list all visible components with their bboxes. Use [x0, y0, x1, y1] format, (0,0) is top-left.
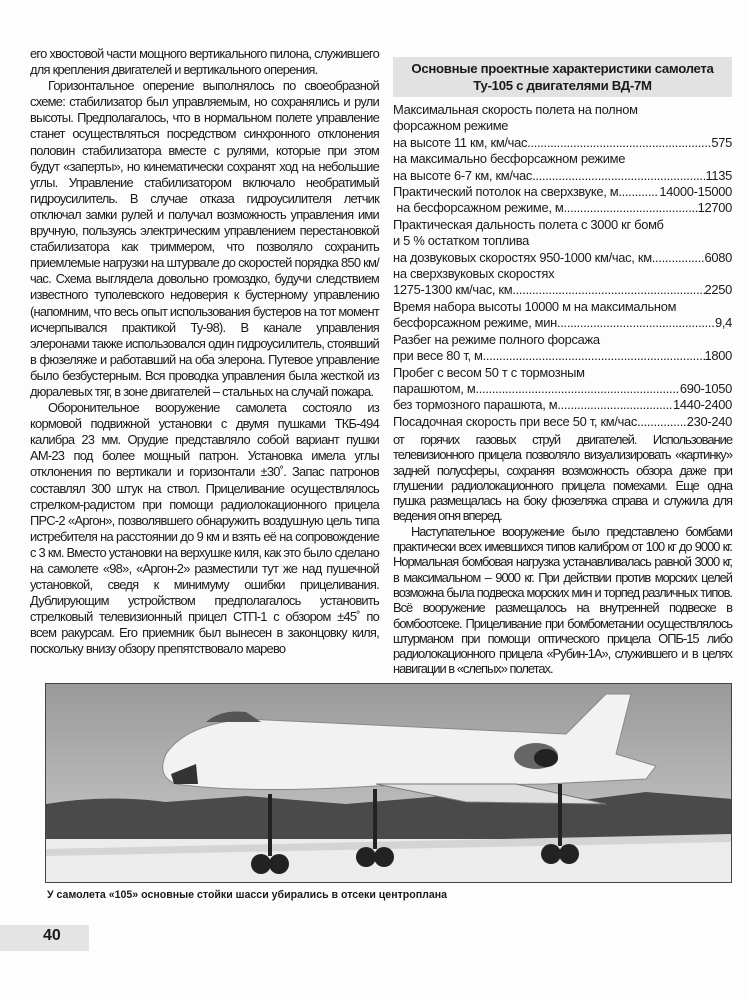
spec-label: Пробег с весом 50 т с тормозным — [393, 364, 585, 380]
spec-value: 1135 — [705, 167, 732, 183]
spec-label: на бесфорсажном режиме, м — [393, 200, 564, 216]
spec-row — [393, 200, 732, 216]
spec-label: на дозвуковых скоростях 950-1000 км/час, км — [393, 249, 652, 265]
spec-row — [393, 184, 732, 200]
spec-row — [393, 233, 732, 249]
spec-row — [393, 118, 732, 134]
spec-label: при весе 80 т, м — [393, 348, 483, 364]
spec-label: Посадочная скорость при весе 50 т, км/час — [393, 413, 638, 429]
spec-rows — [393, 102, 732, 430]
right-text-column — [393, 432, 732, 677]
spec-label: без тормозного парашюта, м — [393, 397, 558, 413]
spec-value: 12700 — [697, 200, 732, 216]
paragraph: Оборонительное вооружение самолета состояло из кормовой подвижной установки с двумя пушками ТКБ-494 калибра 23 мм. Орудие представляло собой вариант пушки АМ-23 под более мощный патрон. Установка имела углы отклонения по вертикали и горизонтали ±30˚. Запас патронов составлял 300 штук на ствол. Прицеливание осуществлялось стрелком-радистом при помощи радиолокационного прицела ПРС-2 «Аргон», позволявшего обнаружить воздушную цель типа истребителя на расстоянии до 9 км и взять её на сопровождение с 3 км. Вместо установки на верхушке киля, как это было сделано на самолете «98», «Аргон-2» разместили тут же над пушечной установкой, сведя к минимуму ошибки прицеливания. Дублирующим устройством предполагалось установить стрелковый телевизионный прицел СТП-1 с обзором ±45˚ по всем ракурсам. Его приемник был вынесен в законцовку киля, поскольку внизу обзору препятствовало марево — [30, 400, 379, 657]
dot-leader — [527, 135, 711, 151]
spec-row — [393, 315, 732, 331]
spec-row — [393, 381, 732, 397]
spec-label: Максимальная скорость полета на полном — [393, 102, 638, 117]
spec-row — [393, 282, 732, 298]
spec-label: Время набора высоты 10000 м на максимальном — [393, 298, 677, 314]
spec-value: 575 — [711, 134, 732, 150]
photo-caption: У самолета «105» основные стойки шасси убирались в отсеки центроплана — [47, 889, 448, 901]
dot-leader — [483, 348, 705, 364]
dot-leader — [475, 381, 679, 397]
spec-row — [393, 151, 732, 167]
spec-row — [393, 365, 732, 381]
spec-label: форсажном режиме — [393, 118, 509, 134]
spec-row — [393, 266, 732, 282]
left-text-column — [30, 46, 379, 658]
spec-label: на сверхзвуковых скоростях — [393, 266, 555, 282]
spec-title-line: Основные проектные характеристики самолета — [411, 61, 714, 76]
spec-row — [393, 168, 732, 184]
dot-leader — [512, 282, 704, 298]
spec-box — [393, 57, 732, 430]
spec-label: парашютом, м — [393, 380, 476, 396]
tu-105-aircraft-image — [46, 684, 732, 883]
dot-leader — [557, 397, 673, 413]
spec-value: 2250 — [704, 282, 732, 298]
spec-row — [393, 332, 732, 348]
spec-value: 6080 — [704, 249, 732, 265]
dot-leader — [532, 168, 705, 184]
spec-label: на максимально бесфорсажном режиме — [393, 151, 626, 167]
spec-value: 1440-2400 — [673, 397, 732, 413]
spec-label: Практический потолок на сверхзвуке, м — [393, 184, 619, 200]
dot-leader — [637, 414, 687, 430]
paragraph: Наступательное вооружение было представлено бомбами практически всех имевшихся типов калибром от 100 кг до 9000 кг. Нормальная бомбовая нагрузка устанавливалась равной 3000 кг, в максимальном – 9000 кг. При действии против морских целей возможна была подвеска морских мин и торпед различных типов. Всё вооружение размещалось на внутренней подвеске в бомбоотсеке. Прицеливание при бомбометании осуществлялось штурманом при помощи оптического прицела ОПБ-15 либо радиолокационного прицела «Рубин-1А», служившего и в целях навигации в «слепых» полетах. — [393, 523, 732, 677]
spec-label: на высоте 6-7 км, км/час — [393, 167, 533, 183]
spec-label: на высоте 11 км, км/час — [393, 134, 528, 150]
spec-row — [393, 217, 732, 233]
spec-label: Разбег на режиме полного форсажа — [393, 331, 600, 347]
spec-title-line: Ту-105 с двигателями ВД-7М — [473, 78, 652, 93]
paragraph: его хвостовой части мощного вертикального пилона, служившего для крепления двигателей и вертикального оперения. — [30, 46, 379, 78]
dot-leader — [618, 184, 659, 200]
spec-box-title — [393, 57, 732, 97]
spec-label: Практическая дальность полета с 3000 кг бомб — [393, 216, 664, 232]
aircraft-photo — [45, 683, 732, 883]
paragraph: Горизонтальное оперение выполнялось по своеобразной схеме: стабилизатор был управляемым, но сохранялись и рули высоты. Предполагалось, что в нормальном полете управление станет осуществляться посредством синхронного отклонения половин стабилизатора вместе с рулями, которые при этом будут «заперты», но кинематически сохранят ход на небольшие углы. Управление стабилизатором включало необратимый гидроусилитель. В случае отказа гидроусилителя летчик отключал замки рулей и получал возможность управления ими вручную, пользуясь электрическим управлением перестановкой стабилизатора как триммером, что позволяло сохранить приемлемые нагрузки на штурвале до скоростей порядка 850 км/час. Схема выглядела довольно громоздко, будучи следствием известного туполевского недоверия к бустерному управлению (напомним, что весь опыт использования бустеров на тот момент исчерпывался практикой Ту-98). В канале управления элеронами также использовался один гидроусилитель, стоявший в фюзеляже и работавший на оба элерона. Путевое управление было безбустерным. Вся проводка управления была жесткой из дюралевых тяг, в зоне двигателей – стальных на случай пожара. — [30, 78, 379, 399]
spec-value: 1800 — [704, 348, 732, 364]
spec-label: и 5 % остатком топлива — [393, 233, 530, 249]
spec-row — [393, 397, 732, 413]
page-number: 40 — [43, 927, 61, 944]
spec-row — [393, 299, 732, 315]
spec-value: 14000-15000 — [659, 184, 732, 200]
paragraph: от горячих газовых струй двигателей. Использование телевизионного прицела позволяло визуализировать «картинку» задней полусферы, сохраняя возможность обзора даже при глушении радиолокационного прицела помехами. Еще одна пушка размещалась на боку фюзеляжа справа и служила для ведения огня вперед. — [393, 432, 732, 524]
dot-leader — [557, 315, 715, 331]
spec-row — [393, 102, 732, 118]
spec-value: 690-1050 — [679, 380, 732, 396]
spec-row — [393, 250, 732, 266]
spec-row — [393, 135, 732, 151]
spec-label: бесфорсажном режиме, мин — [393, 315, 557, 331]
spec-row — [393, 348, 732, 364]
spec-row — [393, 414, 732, 430]
spec-value: 9,4 — [714, 315, 732, 331]
spec-label: 1275-1300 км/час, км — [393, 282, 513, 298]
spec-value: 230-240 — [686, 413, 732, 429]
dot-leader — [652, 250, 705, 266]
dot-leader — [564, 200, 698, 216]
